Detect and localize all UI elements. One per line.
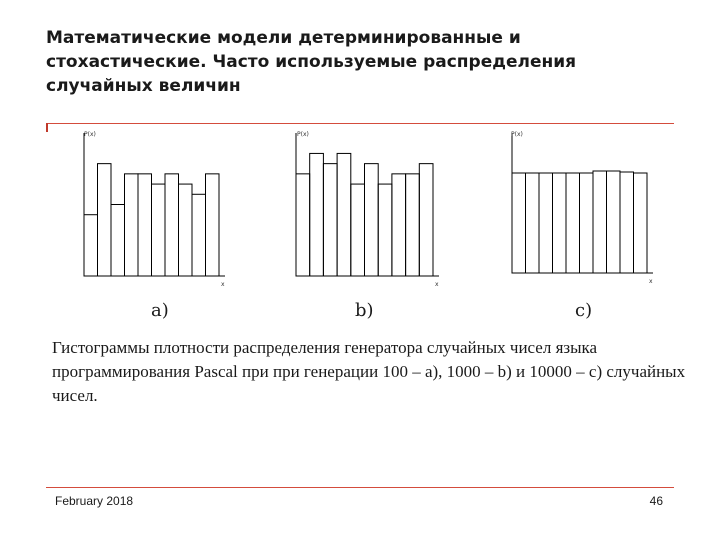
chart-c-bar (593, 171, 607, 273)
chart-b-bar (296, 174, 310, 276)
chart-a-bar (152, 184, 166, 276)
chart-a-x-label: x (221, 281, 225, 288)
chart-c-caption: c) (575, 300, 593, 321)
chart-c-bar (526, 173, 540, 273)
chart-a-bar (84, 215, 98, 276)
chart-a-bar (125, 174, 139, 276)
chart-c-bar (539, 173, 553, 273)
footer-divider (46, 487, 674, 488)
chart-b-bar (406, 174, 420, 276)
chart-b-x-label: x (435, 281, 439, 288)
chart-a-bar (192, 194, 206, 276)
chart-a-bar (111, 205, 125, 277)
chart-c-bar (607, 171, 621, 273)
chart-b-bar (310, 153, 324, 276)
chart-b-bar (392, 174, 406, 276)
chart-b-caption: b) (355, 300, 374, 321)
chart-c-bar (553, 173, 567, 273)
chart-a-caption: a) (151, 300, 169, 321)
chart-c-bar (634, 173, 648, 273)
chart-b-y-label: P(x) (297, 131, 309, 138)
chart-b-bar (419, 164, 433, 276)
figure-caption: Гистограммы плотности распределения генератора случайных чисел языка программирования Pascal при при генерации 100 – a), 1000 – b) и 10000 – c) случайных чисел. (52, 338, 686, 405)
chart-c-bar (566, 173, 580, 273)
chart-b-bar (337, 153, 351, 276)
chart-b-bar (365, 164, 379, 276)
chart-a-bar (179, 184, 193, 276)
chart-a-bar (206, 174, 220, 276)
slide-title: Математические модели детерминированные и стохастические. Часто используемые распределения случайных величин (46, 28, 577, 96)
chart-b-bar (378, 184, 392, 276)
chart-b-bar (323, 164, 337, 276)
chart-a-bar (98, 164, 112, 276)
chart-c-y-label: P(x) (511, 131, 523, 138)
chart-c-bar (620, 172, 634, 273)
chart-c-bar (580, 173, 594, 273)
chart-c-x-label: x (649, 278, 653, 285)
chart-b-bar (351, 184, 365, 276)
chart-c-bar (512, 173, 526, 273)
page-number: 46 (649, 494, 663, 508)
chart-a-bar (165, 174, 179, 276)
footer-date: February 2018 (55, 494, 134, 508)
chart-a-bar (138, 174, 152, 276)
chart-a-y-label: P(x) (84, 131, 96, 138)
